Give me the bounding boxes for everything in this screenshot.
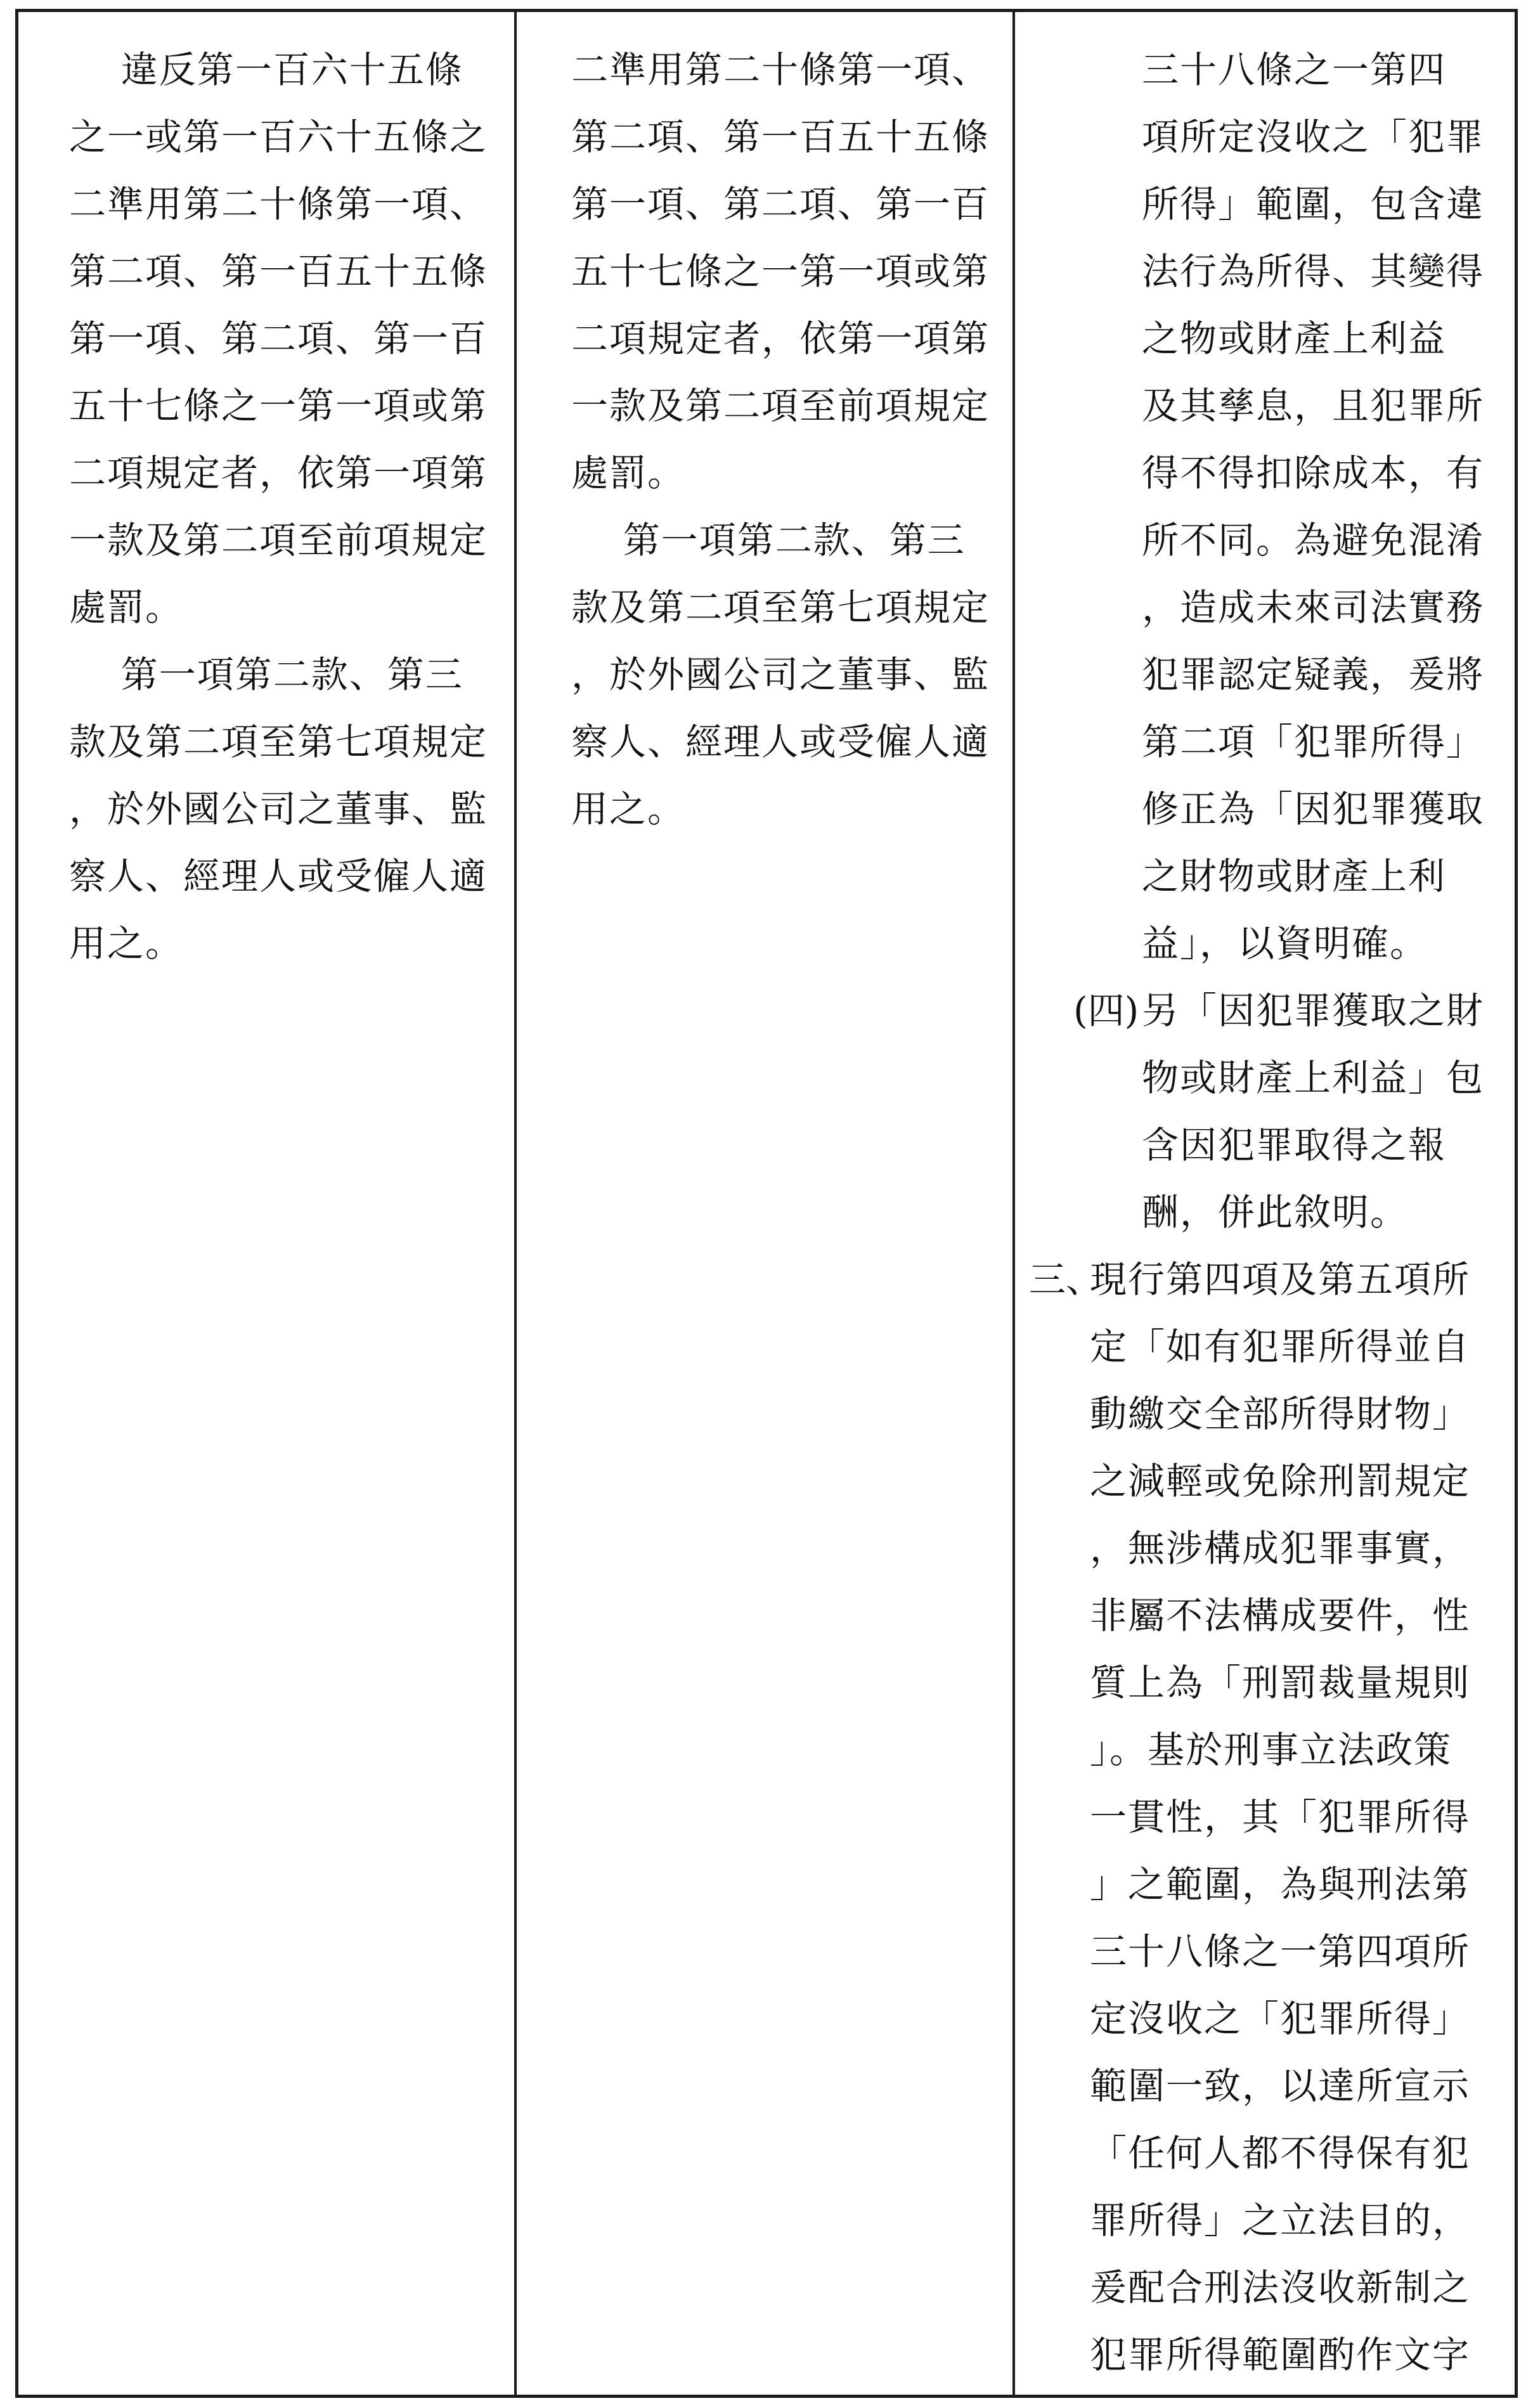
current-paragraph-penalty: 二準用第二十條第一項、 第二項、第一百五十五條 第一項、第二項、第一百 五十七條之一第一項或第 二項規定者，依第一項第 一款及第二項至前項規定 處罰。	[571, 48, 990, 495]
document-table	[15, 9, 1518, 2398]
amended-text-column	[18, 12, 517, 2395]
item-3-marker: 三、	[1029, 1258, 1103, 1301]
amended-paragraph-foreign-company: 第一項第二款、第三 款及第二項至第七項規定 ，於外國公司之董事、監 察人、經理人或受僱人適 用之。	[69, 653, 488, 965]
explanation-subitem-4: 另「因犯罪獲取之財 物或財產上利益」包 含因犯罪取得之報 酬，併此敘明。	[1142, 989, 1485, 1234]
subitem-4-marker: (四)	[1073, 989, 1139, 1032]
explanation-column	[1015, 12, 1515, 2395]
explanation-item-3: 現行第四項及第五項所 定「如有犯罪所得並自 動繳交全部所得財物」 之減輕或免除刑罰規定 ，無涉構成犯罪事實， 非屬不法構成要件，性 質上為「刑罰裁量規則 」。基於刑事立法政策 一貫性，其「犯罪所得 」之範圍，為與刑法第 三十八條之一第四項所 定沒收之「犯罪所得」 範圍一致，以達所宣示 「任何人都不得保有犯 罪所得」之立法目的， 爰配合刑法沒收新制之 犯罪所得範圍酌作文字	[1090, 1258, 1471, 2376]
amended-paragraph-penalty: 違反第一百六十五條 之一或第一百六十五條之 二準用第二十條第一項、 第二項、第一百五十五條 第一項、第二項、第一百 五十七條之一第一項或第 二項規定者，依第一項第 一款及第二項至前項規定 處罰。	[69, 48, 488, 629]
current-paragraph-foreign-company: 第一項第二款、第三 款及第二項至第七項規定 ，於外國公司之董事、監 察人、經理人或受僱人適 用之。	[571, 519, 990, 831]
current-text-column	[517, 12, 1015, 2395]
explanation-subitem-3-continued: 三十八條之一第四 項所定沒收之「犯罪 所得」範圍，包含違 法行為所得、其變得 之物或財產上利益 及其孳息，且犯罪所 得不得扣除成本，有 所不同。為避免混淆 ，造成未來司法實務 犯罪認定疑義，爰將 第二項「犯罪所得」 修正為「因犯罪獲取 之財物或財產上利 益」，以資明確。	[1142, 48, 1485, 965]
